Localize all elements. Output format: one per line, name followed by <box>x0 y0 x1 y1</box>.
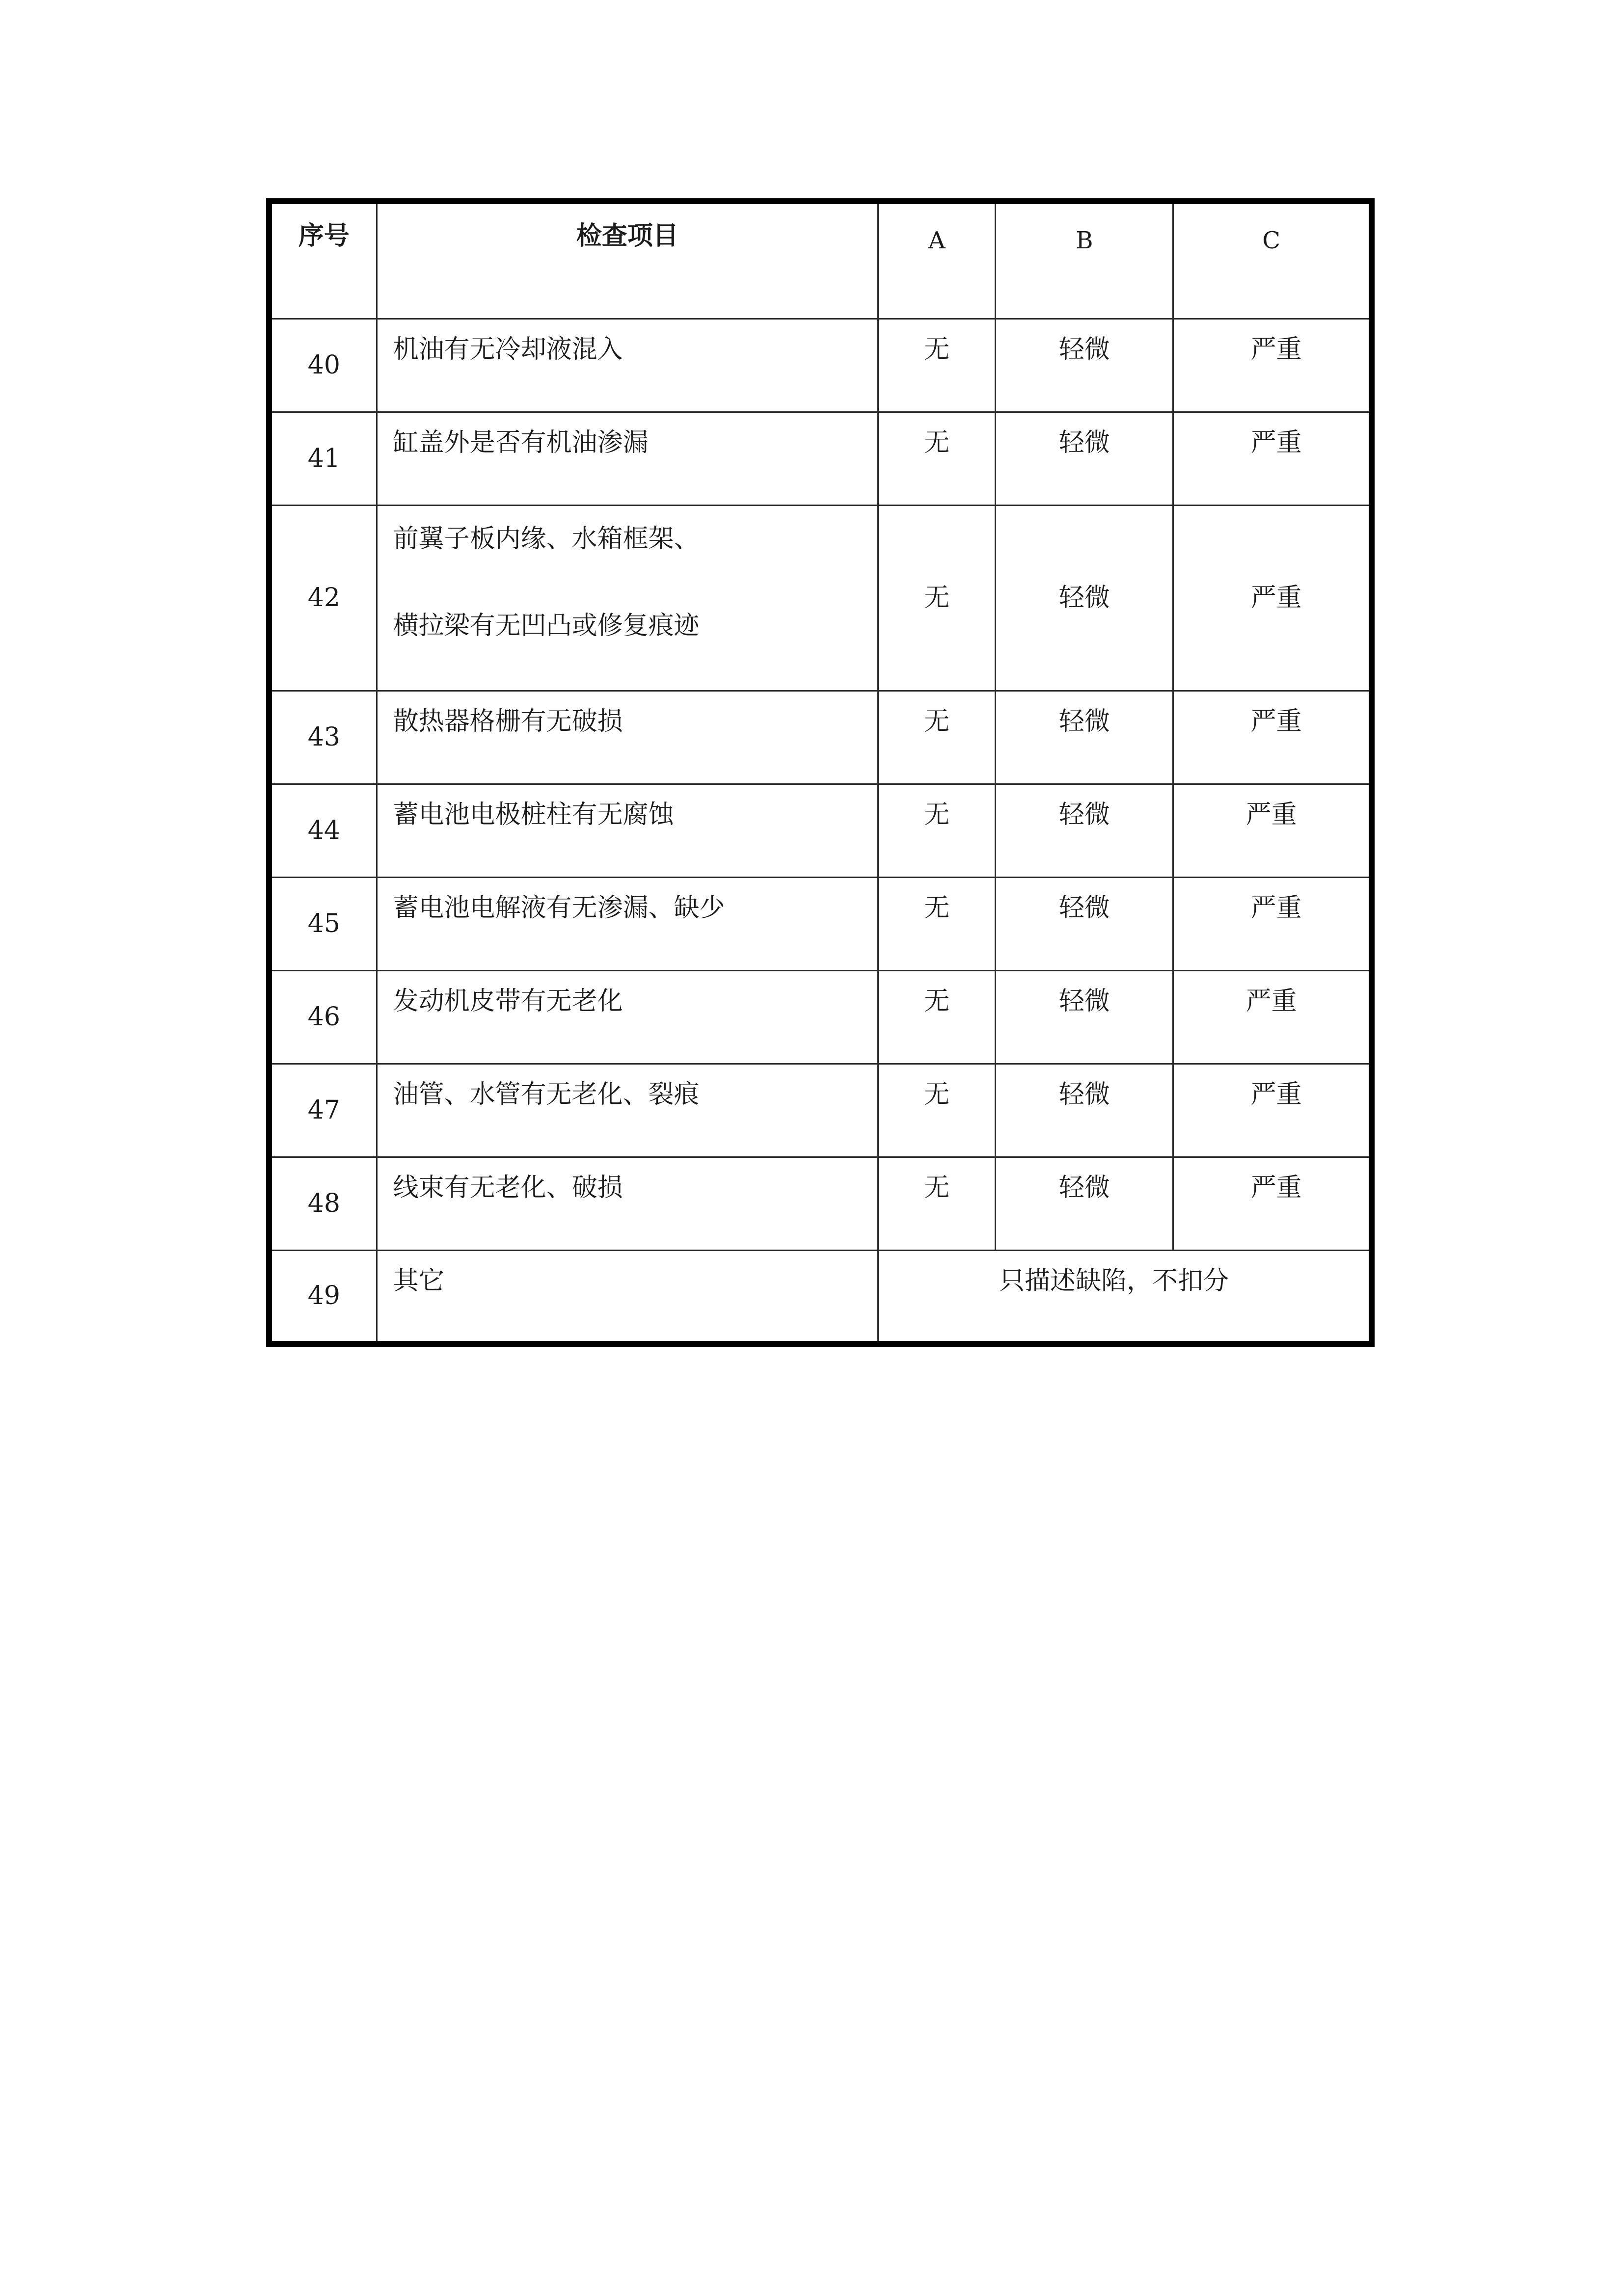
row-number: 42 <box>269 506 377 691</box>
row-item-line-1: 前翼子板内缘、水箱框架、 <box>393 524 700 554</box>
table-row <box>269 1064 1372 1157</box>
header-inspection-item: 检查项目 <box>377 201 878 319</box>
row-item: 机油有无冷却液混入 <box>377 319 878 412</box>
header-number: 序号 <box>269 201 377 319</box>
header-grade-b: B <box>996 201 1173 319</box>
grade-c-value: 严重 <box>1173 784 1372 878</box>
grade-a-value: 无 <box>878 1157 996 1251</box>
grade-b-value: 轻微 <box>996 878 1173 971</box>
grade-c-value: 严重 <box>1173 319 1372 412</box>
inspection-table <box>266 198 1375 1347</box>
row-item: 蓄电池电极桩柱有无腐蚀 <box>377 784 878 878</box>
table-row <box>269 691 1372 784</box>
grade-a-value: 无 <box>878 878 996 971</box>
grade-b-value: 轻微 <box>996 412 1173 506</box>
grade-a-value: 无 <box>878 971 996 1064</box>
grade-a-value: 无 <box>878 784 996 878</box>
header-grade-c: C <box>1173 201 1372 319</box>
row-item-line-2: 横拉梁有无凹凸或修复痕迹 <box>393 611 700 641</box>
row-number: 47 <box>269 1064 377 1157</box>
table-row <box>269 784 1372 878</box>
row-number: 41 <box>269 412 377 506</box>
grade-a-value: 无 <box>878 691 996 784</box>
grade-b-value: 轻微 <box>996 506 1173 691</box>
header-grade-a: A <box>878 201 996 319</box>
row-number: 40 <box>269 319 377 412</box>
row-item: 油管、水管有无老化、裂痕 <box>377 1064 878 1157</box>
row-item: 缸盖外是否有机油渗漏 <box>377 412 878 506</box>
table-row <box>269 971 1372 1064</box>
table-row <box>269 878 1372 971</box>
grade-c-value: 严重 <box>1173 971 1372 1064</box>
grade-b-value: 轻微 <box>996 1064 1173 1157</box>
grade-b-value: 轻微 <box>996 971 1173 1064</box>
grade-c-value: 严重 <box>1173 878 1372 971</box>
row-number: 45 <box>269 878 377 971</box>
grade-b-value: 轻微 <box>996 319 1173 412</box>
grade-c-value: 严重 <box>1173 412 1372 506</box>
table-row <box>269 1157 1372 1251</box>
table-row <box>269 319 1372 412</box>
grade-c-value: 严重 <box>1173 691 1372 784</box>
grade-c-value: 严重 <box>1173 1157 1372 1251</box>
grade-a-value: 无 <box>878 506 996 691</box>
grade-c-value: 严重 <box>1173 1064 1372 1157</box>
grade-a-value: 无 <box>878 319 996 412</box>
grade-b-value: 轻微 <box>996 691 1173 784</box>
row-number: 44 <box>269 784 377 878</box>
row-item: 蓄电池电解液有无渗漏、缺少 <box>377 878 878 971</box>
grade-b-value: 轻微 <box>996 784 1173 878</box>
grade-a-value: 无 <box>878 412 996 506</box>
row-note: 只描述缺陷，不扣分 <box>878 1251 1372 1344</box>
table-row <box>269 412 1372 506</box>
row-number: 46 <box>269 971 377 1064</box>
table-header-row <box>269 201 1372 319</box>
table-row <box>269 506 1372 691</box>
grade-a-value: 无 <box>878 1064 996 1157</box>
row-number: 48 <box>269 1157 377 1251</box>
row-number: 49 <box>269 1251 377 1344</box>
row-item <box>377 506 878 691</box>
grade-b-value: 轻微 <box>996 1157 1173 1251</box>
row-number: 43 <box>269 691 377 784</box>
table-row <box>269 1251 1372 1344</box>
grade-c-value: 严重 <box>1173 506 1372 691</box>
row-item: 散热器格栅有无破损 <box>377 691 878 784</box>
row-item: 线束有无老化、破损 <box>377 1157 878 1251</box>
row-item: 其它 <box>377 1251 878 1344</box>
row-item: 发动机皮带有无老化 <box>377 971 878 1064</box>
